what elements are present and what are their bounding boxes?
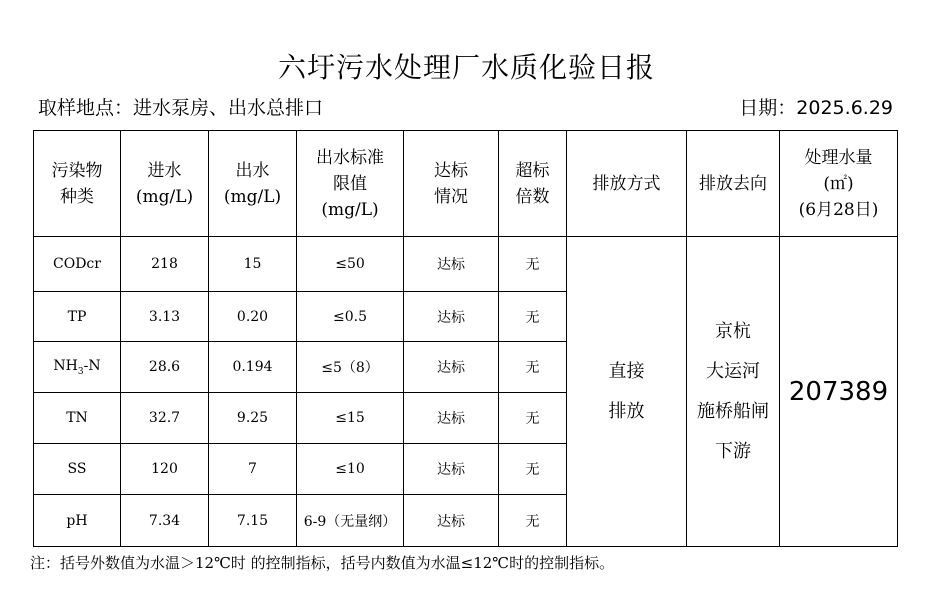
limit-cell: ≤50 (297, 237, 404, 292)
pollutant-cell: TP (34, 292, 121, 342)
report-title: 六圩污水处理厂水质化验日报 (277, 51, 655, 84)
exceed-cell: 无 (499, 342, 567, 393)
pollutant-cell: CODcr (34, 237, 121, 292)
outflow-cell: 9.25 (209, 393, 297, 444)
report-date: 日期：2025.6.29 (739, 97, 893, 119)
inflow-cell: 32.7 (121, 393, 209, 444)
header-compliance: 达标 情况 (404, 131, 499, 237)
header-outflow: 出水 (mg/L) (209, 131, 297, 237)
outflow-cell: 7 (209, 444, 297, 495)
inflow-cell: 120 (121, 444, 209, 495)
pollutant-cell: $NH_3-N$ (34, 342, 121, 393)
compliance-cell: 达标 (404, 393, 499, 444)
outflow-cell: 7.15 (209, 495, 297, 547)
limit-cell: ≤15 (297, 393, 404, 444)
pollutant-cell: TN (34, 393, 121, 444)
compliance-cell: 达标 (404, 237, 499, 292)
outflow-cell: 15 (209, 237, 297, 292)
compliance-cell: 达标 (404, 342, 499, 393)
table-row (34, 237, 898, 292)
header-inflow: 进水 (mg/L) (121, 131, 209, 237)
exceed-cell: 无 (499, 444, 567, 495)
header-pollutant: 污染物 种类 (34, 131, 121, 237)
footnote: 注：括号外数值为水温＞12℃时 的控制指标，括号内数值为水温≤12℃时的控制指标。 (30, 554, 615, 572)
inflow-cell: 218 (121, 237, 209, 292)
limit-cell: ≤10 (297, 444, 404, 495)
sampling-location: 取样地点：进水泵房、出水总排口 (38, 97, 324, 119)
exceed-cell: 无 (499, 237, 567, 292)
limit-cell: 6-9（无量纲） (297, 495, 404, 547)
compliance-cell: 达标 (404, 495, 499, 547)
header-limit: 出水标准 限值 (mg/L) (297, 131, 404, 237)
header-discharge-direction: 排放去向 (687, 131, 780, 237)
header-volume: 处理水量 (㎡) (6月28日) (780, 131, 898, 237)
inflow-cell: 7.34 (121, 495, 209, 547)
table-header-row (34, 131, 898, 237)
outflow-cell: 0.194 (209, 342, 297, 393)
header-discharge-method: 排放方式 (567, 131, 687, 237)
pollutant-cell: SS (34, 444, 121, 495)
pollutant-cell: pH (34, 495, 121, 547)
compliance-cell: 达标 (404, 444, 499, 495)
header-exceed: 超标 倍数 (499, 131, 567, 237)
discharge-method-cell: 直接 排放 (567, 237, 687, 547)
exceed-cell: 无 (499, 495, 567, 547)
compliance-cell: 达标 (404, 292, 499, 342)
water-quality-table (33, 130, 898, 547)
outflow-cell: 0.20 (209, 292, 297, 342)
volume-value-cell: 207389 (780, 237, 898, 547)
discharge-direction-cell: 京杭 大运河 施桥船闸 下游 (687, 237, 780, 547)
limit-cell: ≤0.5 (297, 292, 404, 342)
inflow-cell: 28.6 (121, 342, 209, 393)
limit-cell: ≤5（8） (297, 342, 404, 393)
inflow-cell: 3.13 (121, 292, 209, 342)
exceed-cell: 无 (499, 393, 567, 444)
exceed-cell: 无 (499, 292, 567, 342)
